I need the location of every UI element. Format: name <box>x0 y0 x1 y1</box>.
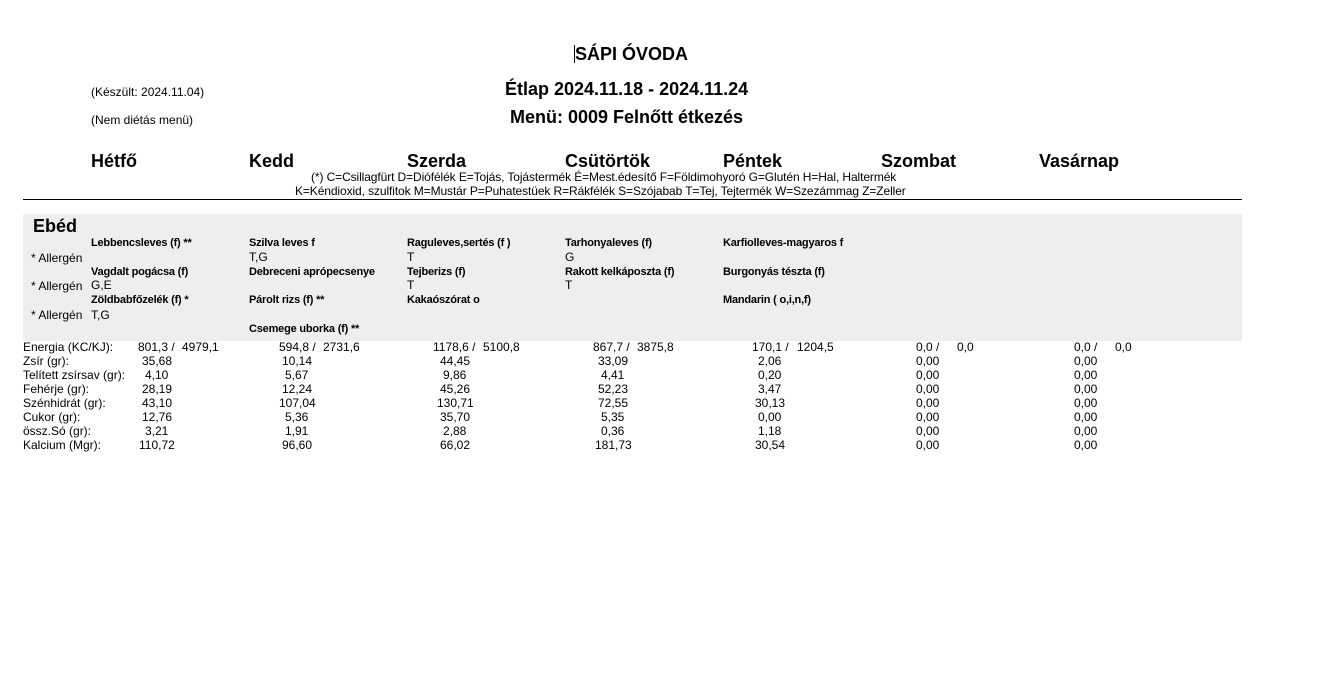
nutrient-value: 10,14 <box>282 354 313 368</box>
nutrient-value: 72,55 <box>598 396 629 410</box>
nutrient-value: 0,00 <box>1074 438 1098 452</box>
allergen-codes: G,E <box>91 278 112 292</box>
nutrient-label: Kalcium (Mgr): <box>23 438 102 452</box>
food-item: Rakott kelkáposzta (f) <box>565 266 675 278</box>
energy-kcal: 867,7 / <box>593 340 630 354</box>
energy-kcal: 801,3 / <box>138 340 175 354</box>
nutrient-value: 0,20 <box>758 368 782 382</box>
day-header-1: Hétfő <box>91 151 137 171</box>
nutrient-value: 3,21 <box>145 424 169 438</box>
nutrient-value: 44,45 <box>440 354 471 368</box>
nutrient-value: 0,36 <box>601 424 625 438</box>
allergen-label: * Allergén <box>31 251 83 265</box>
allergen-codes: T,G <box>249 250 268 264</box>
nutrient-value: 2,88 <box>443 424 467 438</box>
food-item: Mandarin ( o,i,n,f) <box>723 294 811 306</box>
school-title: SÁPI ÓVODA <box>575 44 689 64</box>
food-item: Csemege uborka (f) ** <box>249 323 360 335</box>
day-header-6: Szombat <box>881 151 957 171</box>
nutrient-label: Szénhidrát (gr): <box>23 396 106 410</box>
food-item: Tejberizs (f) <box>407 266 466 278</box>
nutrient-value: 0,00 <box>1074 424 1098 438</box>
nutrient-value: 181,73 <box>595 438 632 452</box>
nutrient-value: 0,00 <box>1074 382 1098 396</box>
nutrient-value: 0,00 <box>916 438 940 452</box>
energy-kcal: 0,0 / <box>1074 340 1098 354</box>
energy-kj: 4979,1 <box>182 340 219 354</box>
energy-kj: 0,0 <box>1115 340 1132 354</box>
nutrient-value: 96,60 <box>282 438 313 452</box>
food-item: Szilva leves f <box>249 237 315 249</box>
nutrient-value: 33,09 <box>598 354 629 368</box>
nutrient-value: 30,54 <box>755 438 786 452</box>
energy-kj: 2731,6 <box>323 340 360 354</box>
lunch-title: Ebéd <box>33 216 78 236</box>
food-item: Párolt rizs (f) ** <box>249 294 325 306</box>
menu-type: (Nem diétás menü) <box>91 113 194 127</box>
nutrient-value: 0,00 <box>916 396 940 410</box>
energy-kj: 0,0 <box>957 340 974 354</box>
energy-kj: 3875,8 <box>637 340 674 354</box>
day-header-3: Szerda <box>407 151 467 171</box>
food-item: Lebbencsleves (f) ** <box>91 237 192 249</box>
energy-kcal: 594,8 / <box>279 340 316 354</box>
nutrient-value: 0,00 <box>758 410 782 424</box>
energy-kj: 5100,8 <box>483 340 520 354</box>
food-item: Vagdalt pogácsa (f) <box>91 266 189 278</box>
food-item: Zöldbabfőzelék (f) * <box>91 294 189 306</box>
nutrient-value: 12,24 <box>282 382 313 396</box>
nutrient-label: Telített zsírsav (gr): <box>23 368 126 382</box>
energy-kcal: 0,0 / <box>916 340 940 354</box>
food-item: Raguleves,sertés (f ) <box>407 237 511 249</box>
nutrient-value: 0,00 <box>916 382 940 396</box>
nutrient-value: 35,68 <box>142 354 173 368</box>
allergen-codes: T <box>565 278 573 292</box>
nutrient-value: 0,00 <box>1074 354 1098 368</box>
nutrient-value: 4,41 <box>601 368 625 382</box>
allergen-codes: T <box>407 278 415 292</box>
nutrient-value: 52,23 <box>598 382 629 396</box>
allergen-label: * Allergén <box>31 308 83 322</box>
header-divider <box>23 199 1242 200</box>
nutrient-value: 43,10 <box>142 396 173 410</box>
energy-kcal: 1178,6 / <box>433 340 476 354</box>
allergen-label: * Allergén <box>31 279 83 293</box>
food-item: Kakaószórat o <box>407 294 480 306</box>
energy-kcal: 170,1 / <box>752 340 789 354</box>
nutrient-value: 12,76 <box>142 410 173 424</box>
day-header-4: Csütörtök <box>565 151 650 171</box>
period-title: Étlap 2024.11.18 - 2024.11.24 <box>505 79 749 99</box>
food-item: Debreceni aprópecsenye <box>249 266 375 278</box>
food-item: Karfiolleves-magyaros f <box>723 237 844 249</box>
allergen-codes: T,G <box>91 308 110 322</box>
nutrient-label: össz.Só (gr): <box>23 424 92 438</box>
energy-kj: 1204,5 <box>797 340 834 354</box>
nutrient-value: 3,47 <box>758 382 782 396</box>
nutrient-value: 0,00 <box>1074 368 1098 382</box>
day-header-2: Kedd <box>249 151 294 171</box>
day-header-7: Vasárnap <box>1039 151 1120 171</box>
nutrient-value: 2,06 <box>758 354 782 368</box>
nutrient-value: 66,02 <box>440 438 471 452</box>
created-date: (Készült: 2024.11.04) <box>91 85 205 99</box>
nutrient-value: 5,36 <box>285 410 309 424</box>
nutrient-value: 45,26 <box>440 382 471 396</box>
nutrient-value: 35,70 <box>440 410 471 424</box>
nutrient-value: 4,10 <box>145 368 169 382</box>
nutrient-label: Zsír (gr): <box>23 354 69 368</box>
nutrient-value: 0,00 <box>916 354 940 368</box>
nutrient-value: 0,00 <box>916 368 940 382</box>
nutrient-value: 0,00 <box>916 410 940 424</box>
nutrient-value: 5,35 <box>601 410 625 424</box>
nutrient-value: 107,04 <box>279 396 316 410</box>
allergen-legend-line-1: (*) C=Csillagfürt D=Diófélék E=Tojás, Tojástermék É=Mest.édesítő F=Földimohyoró G=Glutén H=Hal, Haltermék <box>311 170 897 184</box>
food-item: Tarhonyaleves (f) <box>565 237 652 249</box>
food-item: Burgonyás tészta (f) <box>723 266 825 278</box>
nutrient-value: 0,00 <box>1074 396 1098 410</box>
nutrient-value: 9,86 <box>443 368 467 382</box>
nutrient-value: 1,18 <box>758 424 782 438</box>
nutrient-label: Fehérje (gr): <box>23 382 90 396</box>
nutrient-label: Cukor (gr): <box>23 410 81 424</box>
nutrient-value: 5,67 <box>285 368 309 382</box>
day-header-5: Péntek <box>723 151 783 171</box>
nutrient-value: 130,71 <box>437 396 474 410</box>
nutrient-label: Energia (KC/KJ): <box>23 340 114 354</box>
nutrient-value: 0,00 <box>1074 410 1098 424</box>
allergen-codes: T <box>407 250 415 264</box>
nutrient-value: 1,91 <box>285 424 309 438</box>
allergen-legend-line-2: K=Kéndioxid, szulfitok M=Mustár P=Puhatestüek R=Rákfélék S=Szójabab T=Tej, Tejtermék W=Szezámmag Z=Zeller <box>295 184 906 198</box>
nutrient-value: 28,19 <box>142 382 173 396</box>
allergen-codes: G <box>565 250 575 264</box>
nutrient-value: 110,72 <box>139 438 175 452</box>
nutrient-value: 30,13 <box>755 396 786 410</box>
menu-title: Menü: 0009 Felnőtt étkezés <box>510 107 744 127</box>
nutrient-value: 0,00 <box>916 424 940 438</box>
